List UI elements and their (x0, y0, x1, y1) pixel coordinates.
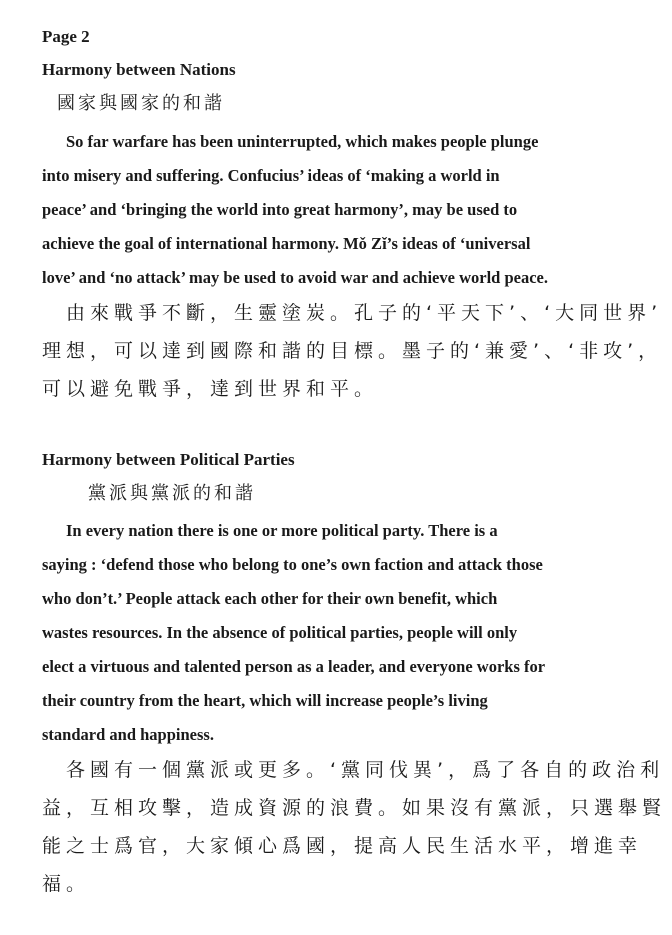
paragraph-line: elect a virtuous and talented person as a leader, and everyone works for (42, 657, 546, 676)
paragraph-line: achieve the goal of international harmony. Mǒ Zǐ’s ideas of ‘universal (42, 234, 531, 253)
chinese-paragraph-parties (42, 751, 666, 903)
paragraph-line: 理想，可以達到國際和諧的目標。墨子的‘兼愛’、‘非攻’， (42, 340, 663, 362)
paragraph-line: into misery and suffering. Confucius’ ideas of ‘making a world in (42, 166, 500, 185)
paragraph-line: In every nation there is one or more political party. There is a (66, 521, 498, 540)
paragraph-line: peace’ and ‘bringing the world into great harmony’, may be used to (42, 200, 518, 219)
chinese-paragraph-nations (42, 294, 662, 408)
english-paragraph-parties (42, 514, 545, 752)
paragraph-line: 能之士爲官，大家傾心爲國，提高人民生活水平，增進幸 (42, 835, 643, 857)
paragraph-line: their country from the heart, which will increase people’s living (42, 691, 488, 710)
paragraph-line: So far warfare has been uninterrupted, which makes people plunge (66, 132, 539, 151)
paragraph-line: who don’t.’ People attack each other for their own benefit, which (42, 589, 498, 608)
paragraph-line: 由來戰爭不斷，生靈塗炭。孔子的‘平天下’、‘大同世界’ (66, 302, 663, 324)
section-heading-parties: Harmony between Political Parties (42, 450, 295, 469)
paragraph-line: standard and happiness. (42, 725, 214, 744)
section-heading-nations: Harmony between Nations (42, 60, 236, 79)
english-paragraph-nations (42, 125, 548, 295)
paragraph-line: 各國有一個黨派或更多。‘黨同伐異’，爲了各自的政治利 (66, 759, 665, 781)
paragraph-line: 福。 (42, 873, 91, 895)
paragraph-line: love’ and ‘no attack’ may be used to avoid war and achieve world peace. (42, 268, 548, 287)
chinese-title-nations: 國家與國家的和諧 (57, 93, 225, 114)
paragraph-line: 可以避免戰爭，達到世界和平。 (42, 378, 379, 400)
page-label: Page 2 (42, 27, 90, 46)
paragraph-line: wastes resources. In the absence of political parties, people will only (42, 623, 518, 642)
paragraph-line: saying : ‘defend those who belong to one’s own faction and attack those (42, 555, 543, 574)
chinese-title-parties: 黨派與黨派的和諧 (88, 483, 256, 504)
paragraph-line: 益，互相攻擊，造成資源的浪費。如果沒有黨派，只選舉賢 (42, 797, 667, 819)
